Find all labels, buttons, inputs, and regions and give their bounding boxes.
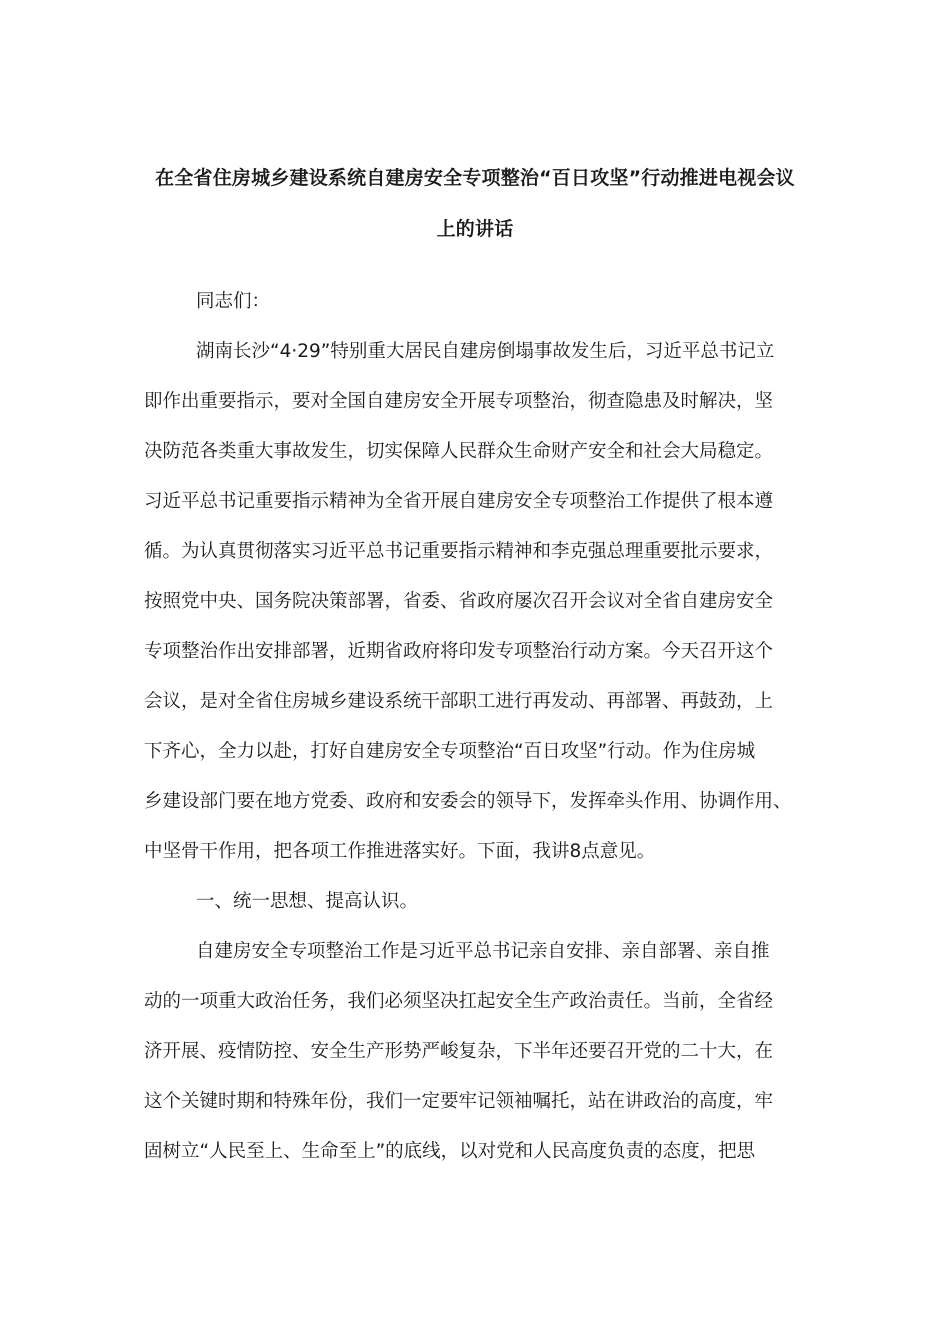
paragraph-line: 专项整治作出安排部署，近期省政府将印发专项整治行动方案。今天召开这个 xyxy=(144,641,774,662)
paragraph-line: 习近平总书记重要指示精神为全省开展自建房安全专项整治工作提供了根本遵 xyxy=(144,491,774,512)
section-heading: 一、统一思想、提高认识。 xyxy=(196,891,419,912)
paragraph-line: 中坚骨干作用，把各项工作推进落实好。下面，我讲8点意见。 xyxy=(144,841,656,862)
paragraph-line: 济开展、疫情防控、安全生产形势严峻复杂，下半年还要召开党的二十大，在 xyxy=(144,1041,774,1062)
paragraph-line: 湖南长沙“4·29”特别重大居民自建房倒塌事故发生后，习近平总书记立 xyxy=(196,341,775,362)
paragraph-line: 乡建设部门要在地方党委、政府和安委会的领导下，发挥牵头作用、协调作用、 xyxy=(144,791,792,812)
paragraph-line: 下齐心，全力以赴，打好自建房安全专项整治“百日攻坚”行动。作为住房城 xyxy=(144,741,756,762)
paragraph-line: 这个关键时期和特殊年份，我们一定要牢记领袖嘱托，站在讲政治的高度，牢 xyxy=(144,1091,774,1112)
paragraph-line: 即作出重要指示，要对全国自建房安全开展专项整治，彻查隐患及时解决，坚 xyxy=(144,391,774,412)
greeting: 同志们： xyxy=(196,291,271,312)
paragraph-line: 固树立“人民至上、生命至上”的底线，以对党和人民高度负责的态度，把思 xyxy=(144,1141,756,1162)
document-title-line-2: 上的讲话 xyxy=(436,218,514,240)
paragraph-line: 循。为认真贯彻落实习近平总书记重要指示精神和李克强总理重要批示要求， xyxy=(144,541,774,562)
paragraph-line: 决防范各类重大事故发生，切实保障人民群众生命财产安全和社会大局稳定。 xyxy=(144,441,774,462)
paragraph-line: 动的一项重大政治任务，我们必须坚决扛起安全生产政治责任。当前，全省经 xyxy=(144,991,774,1012)
paragraph-line: 按照党中央、国务院决策部署，省委、省政府屡次召开会议对全省自建房安全 xyxy=(144,591,774,612)
paragraph-line: 会议，是对全省住房城乡建设系统干部职工进行再发动、再部署、再鼓劲，上 xyxy=(144,691,774,712)
document-title-line-1: 在全省住房城乡建设系统自建房安全专项整治“百日攻坚”行动推进电视会议 xyxy=(155,167,795,189)
paragraph-line: 自建房安全专项整治工作是习近平总书记亲自安排、亲自部署、亲自推 xyxy=(196,941,770,962)
